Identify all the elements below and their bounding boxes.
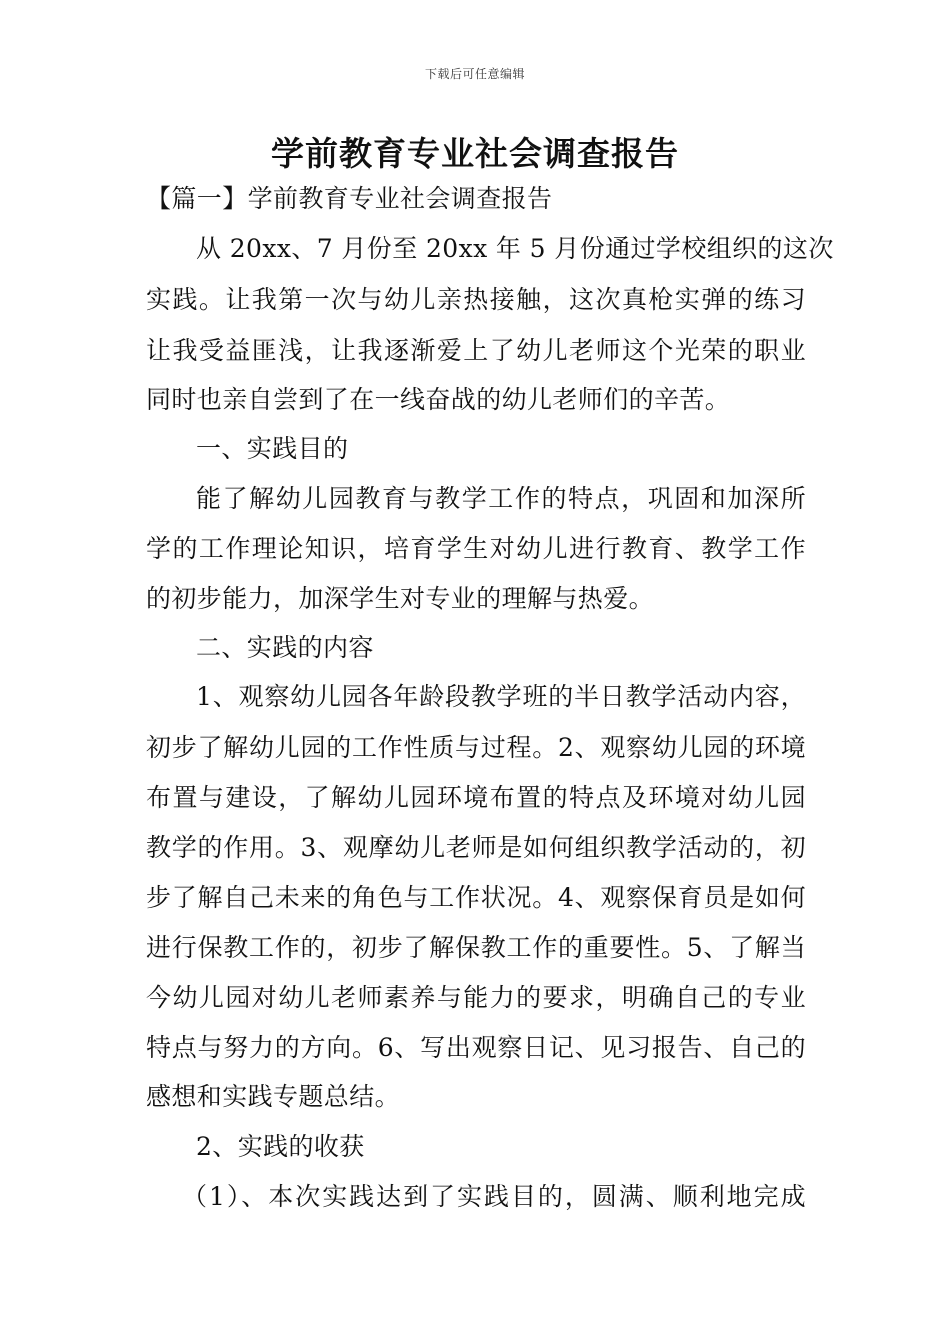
paragraph-line: （1）、本次实践达到了实践目的，圆满、顺利地完成 (182, 1182, 806, 1211)
document-title: 学前教育专业社会调查报告 (271, 134, 679, 173)
paragraph-line: 同时也亲自尝到了在一线奋战的幼儿老师们的辛苦。 (146, 385, 731, 414)
paragraph-line: 步了解自己未来的角色与工作状况。4、观察保育员是如何 (146, 883, 806, 912)
section-heading: 【篇一】学前教育专业社会调查报告 (146, 184, 553, 213)
subheading: 一、实践目的 (196, 434, 349, 463)
paragraph-line: 感想和实践专题总结。 (146, 1082, 401, 1111)
paragraph-line: 今幼儿园对幼儿老师素养与能力的要求，明确自己的专业 (146, 983, 806, 1012)
paragraph-line: 教学的作用。3、观摩幼儿老师是如何组织教学活动的，初 (146, 833, 806, 862)
paragraph-line: 布置与建设，了解幼儿园环境布置的特点及环境对幼儿园 (146, 783, 806, 812)
paragraph-line: 初步了解幼儿园的工作性质与过程。2、观察幼儿园的环境 (146, 733, 806, 762)
paragraph-line: 能了解幼儿园教育与教学工作的特点，巩固和加深所 (196, 484, 806, 513)
paragraph-line: 1、观察幼儿园各年龄段教学班的半日教学活动内容， (196, 682, 806, 711)
paragraph-line: 从 20xx、7 月份至 20xx 年 5 月份通过学校组织的这次 (196, 234, 834, 263)
paragraph-line: 特点与努力的方向。6、写出观察日记、见习报告、自己的 (146, 1033, 806, 1062)
paragraph-line: 的初步能力，加深学生对专业的理解与热爱。 (146, 584, 655, 613)
paragraph-line: 让我受益匪浅，让我逐渐爱上了幼儿老师这个光荣的职业 (146, 336, 806, 365)
header-note: 下载后可任意编辑 (424, 67, 525, 81)
subheading: 2、实践的收获 (196, 1132, 365, 1161)
paragraph-line: 学的工作理论知识，培育学生对幼儿进行教育、教学工作 (146, 534, 806, 563)
paragraph-line: 实践。让我第一次与幼儿亲热接触，这次真枪实弹的练习 (146, 285, 806, 314)
subheading: 二、实践的内容 (196, 633, 374, 662)
paragraph-line: 进行保教工作的，初步了解保教工作的重要性。5、了解当 (146, 933, 806, 962)
